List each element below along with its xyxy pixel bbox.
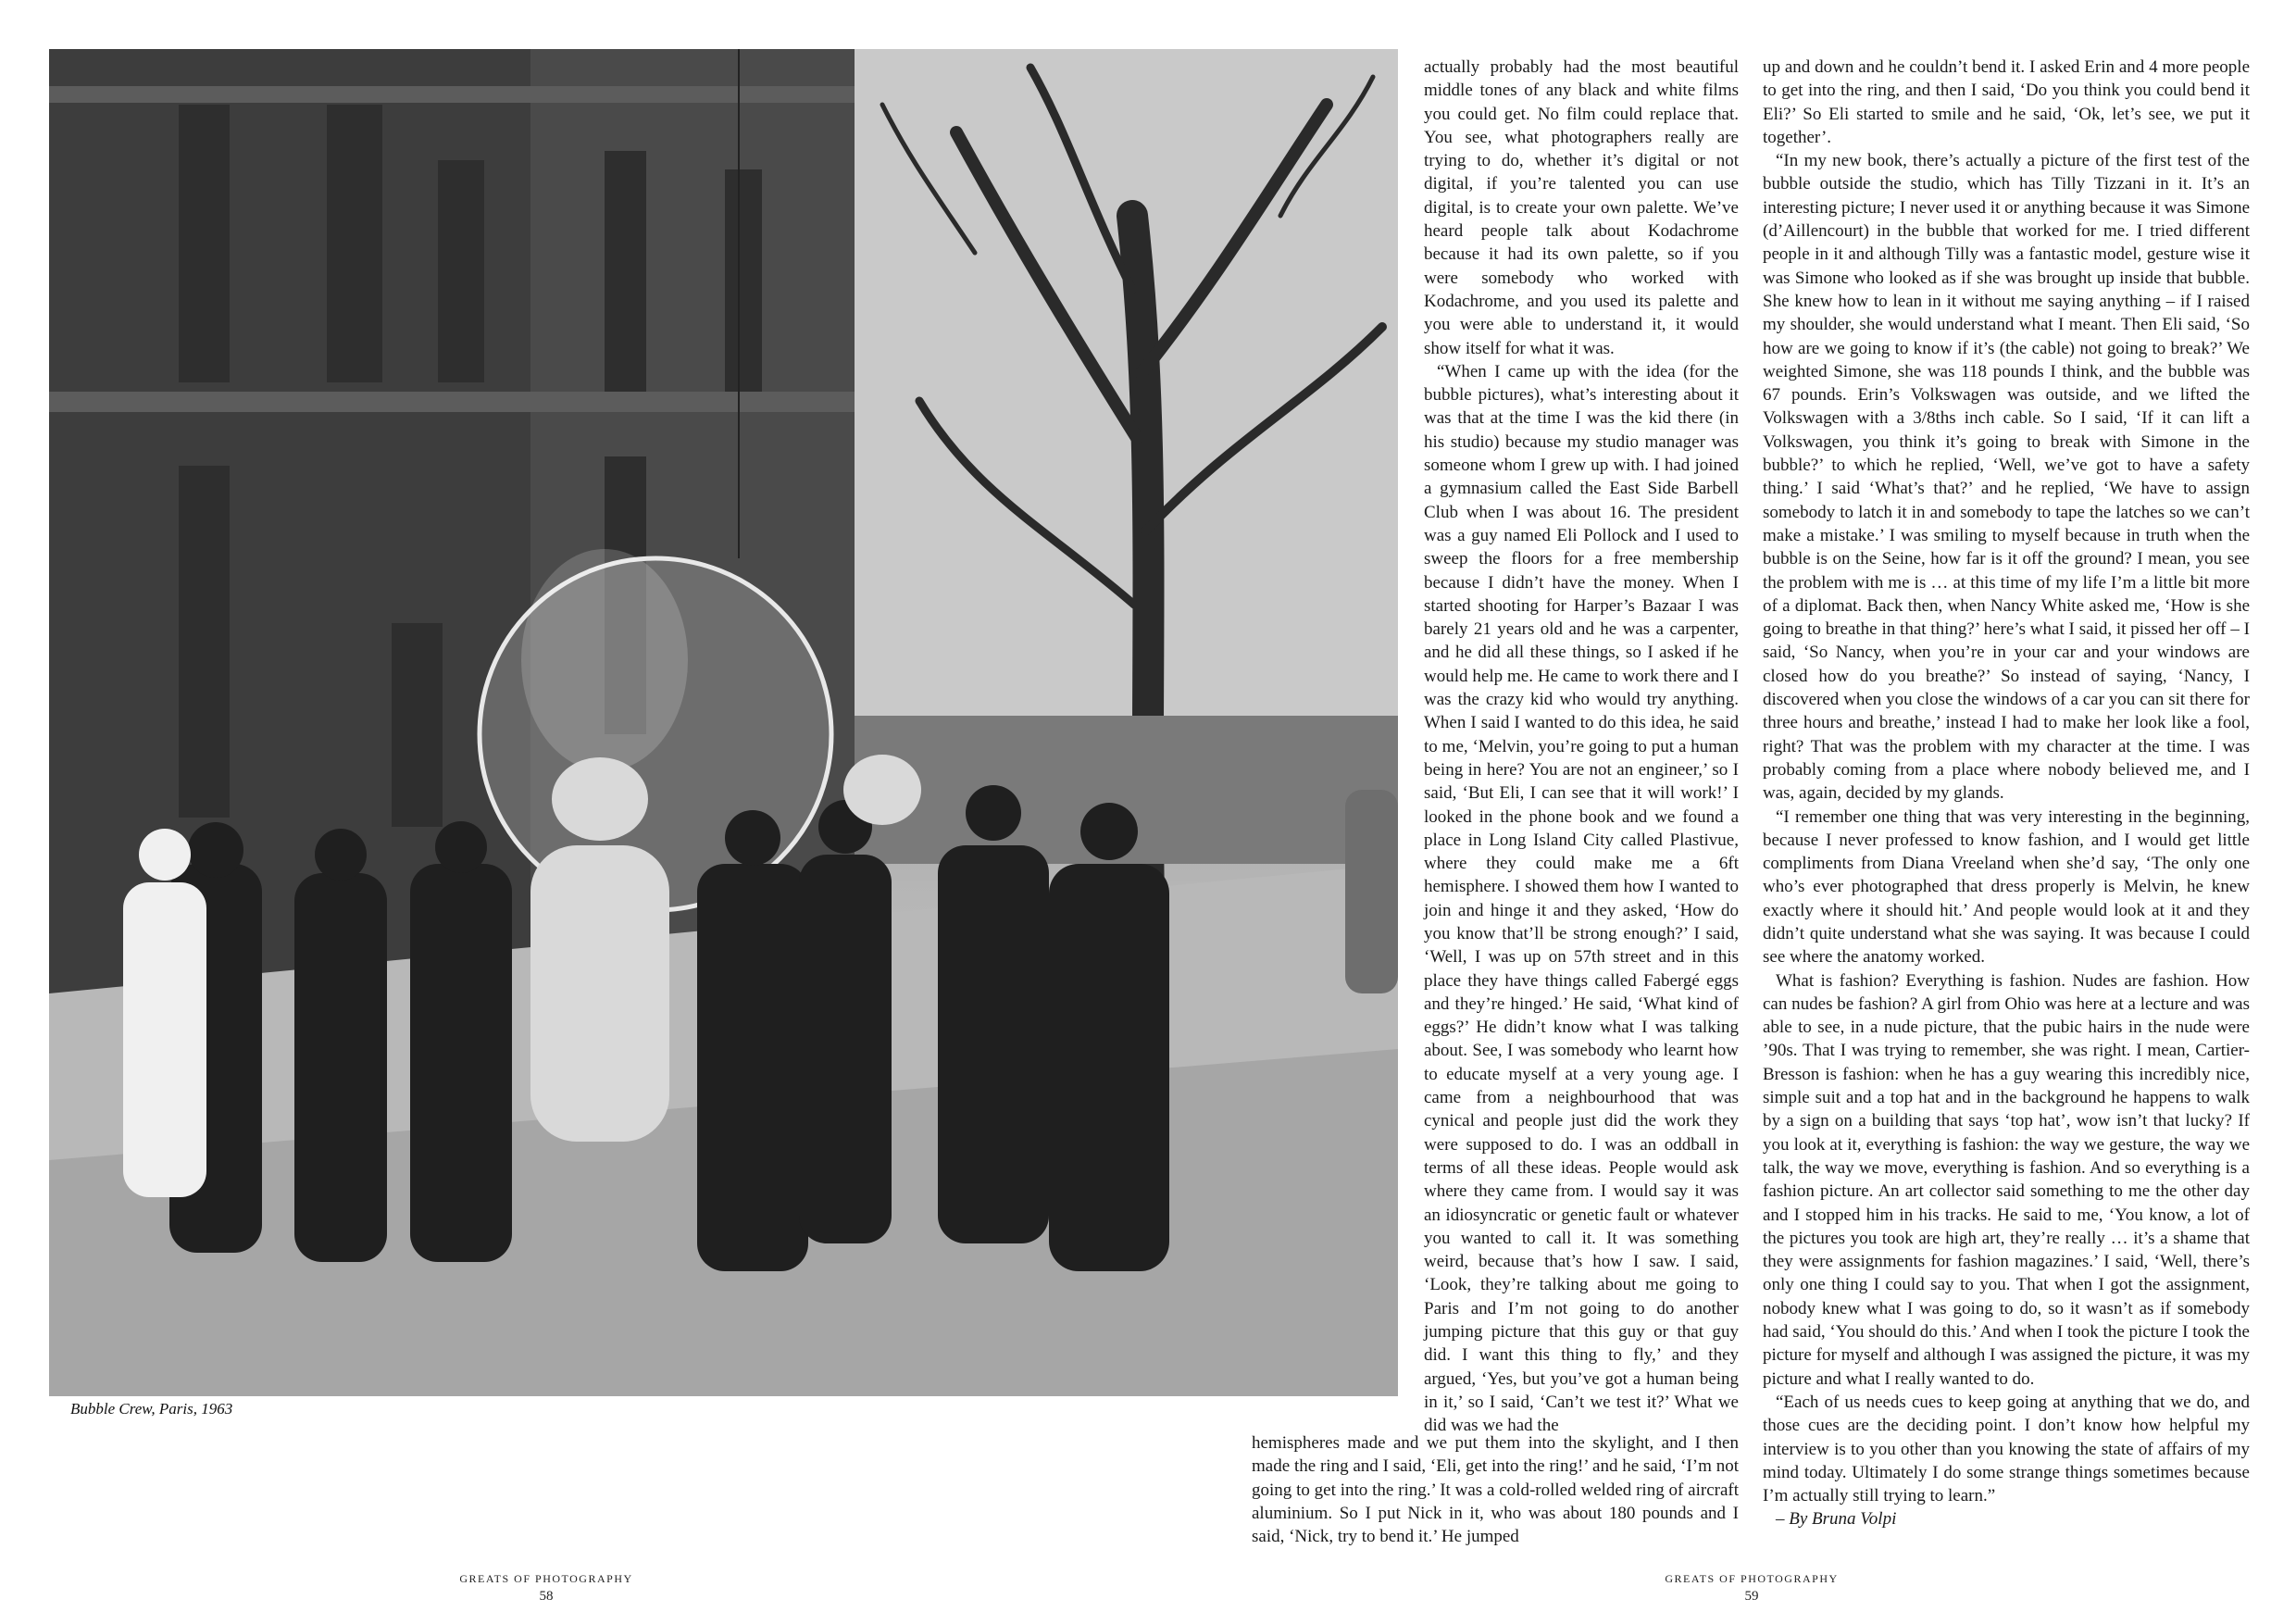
- photo-caption: Bubble Crew, Paris, 1963: [70, 1400, 233, 1418]
- article-column-right: [1763, 56, 2250, 1531]
- bubble-crew-photograph: [49, 49, 1398, 1396]
- author-signoff: – By Bruna Volpi: [1776, 1509, 1897, 1530]
- footer-publication-name: GREATS OF PHOTOGRAPHY: [459, 1572, 633, 1585]
- page-footer-right: [1641, 1572, 1863, 1605]
- article-paragraph: actually probably had the most beautiful middle tones of any black and white films you could get. No film could replace that. You see, what photographers really are trying to do, whether it’s digital or not digital, if you’re talented you can use digital, is to create your own palette. We’ve heard people talk about Kodachrome because it had its own palette, so if you were somebody who worked with Kodachrome, and you used its palette and you were able to understand it, it would show itself for what it was.: [1424, 57, 1739, 358]
- article-paragraph: “I remember one thing that was very interesting in the beginning, because I never professed to know fashion, and I would get little compliments from Diana Vreeland when she’d say, ‘The only one who’s ever photographed that dress properly is Melvin, he knew exactly where it should hit.’ And people would look at it and they didn’t quite understand what she was saying. It was because I could see where the anatomy worked.: [1763, 806, 2250, 968]
- article-paragraph: “Each of us needs cues to keep going at anything that we do, and those cues are the deciding point. I don’t know how helpful my interview is to you other than you knowing the state of affairs of my mind today. Ultimately I do some strange things sometimes because I’m actually still trying to learn.”: [1763, 1392, 2250, 1506]
- article-paragraph: “When I came up with the idea (for the bubble pictures), what’s interesting about it was that at the time I was the kid there (in his studio) because my studio manager was someone whom I grew up with. I had joined a gymnasium called the East Side Barbell Club when I was about 16. The president was a guy named Eli Pollock and I used to sweep the floors for a free membership because I didn’t have the money. When I started shooting for Harper’s Bazaar I was barely 21 years old and he was a carpenter, and he did all these things, so I asked if he would help me. He came to work there and I was the crazy kid who would try anything. When I said I wanted to do this idea, he said to me, ‘Melvin, you’re going to put a human being in here? You are not an engineer,’ so I said, ‘But Eli, I can see that it will work!’ I looked in the phone book and we found a place in Long Island City called Plastivue, where they could make me a 6ft hemisphere. I showed them how I wanted to join and hinge it and they asked, ‘How do you know that’ll be strong enough?’ I said, ‘Well, I was up on 57th street and in this place they have things called Fabergé eggs and they’re hinged.’ He said, ‘What kind of eggs?’ He didn’t know what I was talking about. See, I was somebody who learnt how to educate myself at a very young age. I came from a neighbourhood that was cynical and people just did the work they were supposed to do. I was an oddball in terms of all these ideas. People would ask where they came from. I would say it was an idiosyncratic or genetic fault or whatever you wanted to call it. It was something weird, because that’s how I saw. I said, ‘Look, they’re talking about me going to Paris and I’m not going to do another jumping picture that this guy or that guy did. I want this thing to fly,’ and they argued, ‘Yes, but you’ve got a human being in it,’ so I said, ‘Can’t we test it?’ What we did was we had the: [1424, 361, 1739, 1436]
- article-paragraph: hemispheres made and we put them into the skylight, and I then made the ring and I said, ‘Eli, get into the ring!’ and he said, ‘I’m not going to get into the ring.’ It was a cold-rolled welded ring of aircraft aluminium. So I put Nick in it, who was about 180 pounds and I said, ‘Nick, try to bend it.’ He jumped: [1252, 1433, 1739, 1547]
- article-paragraph: “In my new book, there’s actually a picture of the first test of the bubble outside the studio, which has Tilly Tizzani in it. It’s an interesting picture; I never used it or anything because it was Simone (d’Aillencourt) in the bubble that worked for me. I tried different people in it and although Tilly was a fantastic model, gesture wise it was Simone who looked as if she was brought up inside that bubble. She knew how to lean in it without me saying anything – if I raised my shoulder, she would understand what I meant. Then Eli said, ‘So how are we going to know if it’s (the cable) not going to break?’ We weighted Simone, she was 118 pounds I think, and the bubble was 67 pounds. Erin’s Volkswagen was outside, and we lifted the Volkswagen with a 3/8ths inch cable. So I said, ‘If it can lift a Volkswagen, you think it’s going to break with Simone in the bubble?’ to which he replied, ‘Well, we’ve got to have a safety thing.’ I said ‘What’s that?’ and he replied, ‘We have to assign somebody to latch it in and somebody to tape the latches so we can’t make a mistake.’ I was smiling to myself because in truth when the bubble is on the Seine, how far is it off the ground? I mean, you see the problem with me is … at this time of my life I’m a little bit more of a diplomat. Back then, when Nancy White asked me, ‘How is she going to breathe in that thing?’ here’s what I said, it pissed her off – I said, ‘So Nancy, when you’re in your car and your windows are closed how do you breathe?’ So instead of saying, ‘Nancy, I discovered when you close the windows of a car you can sit there for three hours and breathe,’ instead I had to make her look like a fool, right? That was the problem with my character at the time. I was probably coming from a place where nobody believed me, and I was, again, decided by my glands.: [1763, 151, 2250, 804]
- article-column-left: [1424, 56, 1739, 1438]
- photo-illustration: [49, 49, 1398, 1396]
- article-paragraph: up and down and he couldn’t bend it. I asked Erin and 4 more people to get into the ring, and then I said, ‘Do you think you could bend it Eli?’ So Eli started to smile and he said, ‘Ok, let’s see, we put it together’.: [1763, 57, 2250, 147]
- article-paragraph: What is fashion? Everything is fashion. Nudes are fashion. How can nudes be fashion? A girl from Ohio was here at a lecture and was able to see, in a nude picture, that the pubic hairs in the nude were ’90s. That I was trying to remember, she was right. I mean, Cartier-Bresson is fashion: when he has a guy wearing this incredibly nice, simple suit and a top hat and in the background he happens to walk by a sign on a building that says ‘top hat’, wow isn’t that lucky? If you look at it, everything is fashion: the way we gesture, the way we talk, the way we move, everything is fashion. And so everything is a fashion picture. An art collector said something to me the other day and I stopped him in his tracks. He said to me, ‘You know, a lot of the pictures you took are high art, they’re really … it’s a shame that they were assignments for fashion magazines.’ I said, ‘Well, there’s only one thing I could say to you. That when I got the assignment, nobody knew what I was going to do, so it wasn’t as if somebody had said, ‘You should do this.’ And when I took the picture I took the picture for myself and although I was assigned the picture, it was my picture and what I really wanted to do.: [1763, 970, 2250, 1389]
- page-number: 59: [1744, 1589, 1759, 1604]
- article-column-bottom: [1252, 1431, 1739, 1548]
- page-number: 58: [539, 1589, 554, 1604]
- footer-publication-name: GREATS OF PHOTOGRAPHY: [1665, 1572, 1839, 1585]
- page-footer-left: [435, 1572, 657, 1605]
